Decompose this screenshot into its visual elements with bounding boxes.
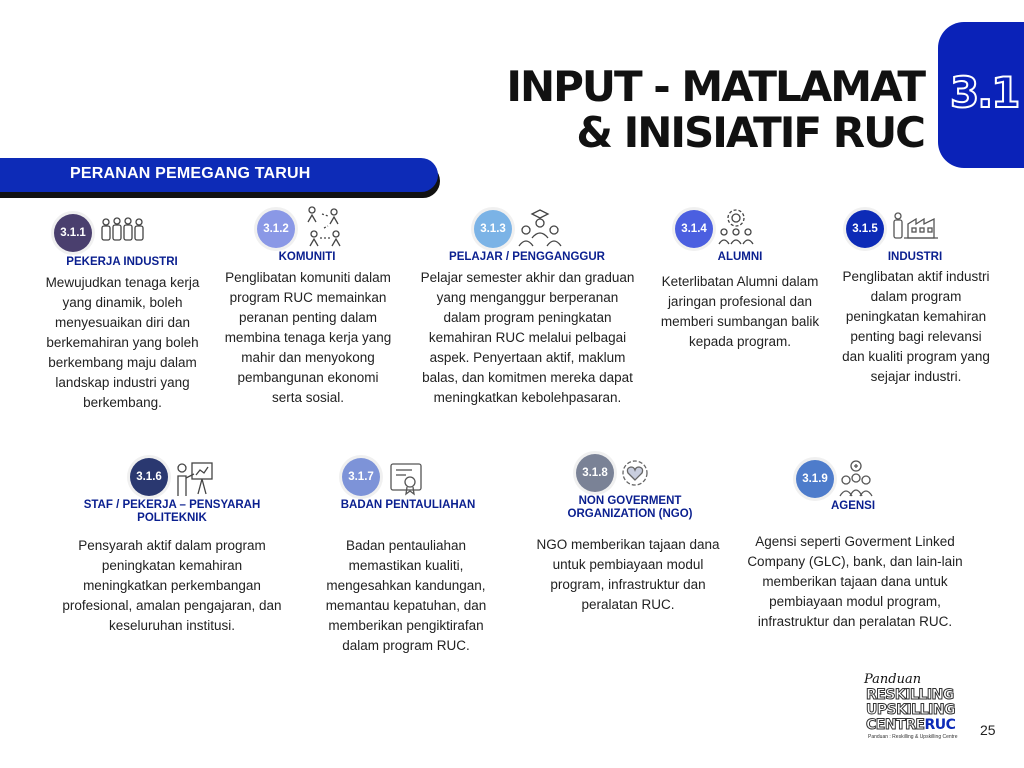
footer-logo-line2: UPSKILLING [866,702,956,718]
desc-staf-pensyarah: Pensyarah aktif dalam program peningkatan kemahiran meningkatkan perkembangan profesional, amalan pengajaran, dan keseluruhan institusi. [62,538,282,633]
page-number: 25 [980,722,996,738]
desc-pekerja-industri: Mewujudkan tenaga kerja yang dinamik, boleh menyesuaikan diri dan berkemahiran yang boleh berkembang maju dalam landskap industri yang berkembang. [45,275,200,410]
label-pelajar-penganggur: PELAJAR / PENGGANGGUR [449,251,605,263]
badge-3-1-5: 3.1.5 [846,210,884,248]
footer-logo-ruc: RUC [924,717,956,733]
badge-3-1-3: 3.1.3 [474,210,512,248]
certificate-icon [388,460,424,496]
banner-title: PERANAN PEMEGANG TARUH [70,165,311,182]
label-ngo: NON GOVERMENT ORGANIZATION (NGO) [567,495,693,520]
label-industri: INDUSTRI [887,251,943,263]
workers-group-icon [98,214,146,250]
badge-3-1-9: 3.1.9 [796,460,834,498]
page-title-line1: INPUT - MATLAMAT [506,62,924,111]
footer-logo-line3 [866,718,955,732]
desc-ngo: NGO memberikan tajaan dana untuk pembiayaan modul program, infrastruktur dan peralatan RUC. [536,537,720,612]
desc-industri: Penglibatan aktif industri dalam program peningkatan kemahiran penting bagi relevansi dan kualiti program yang sejajar industri. [842,269,990,384]
graduates-icon [518,208,562,248]
desc-komuniti: Penglibatan komuniti dalam program RUC memainkan peranan penting dalam membina tenaga kerja yang mahir dan menyokong pembangunan ekonomi serta sosial. [224,270,392,405]
desc-badan-pentauliahan: Badan pentauliahan memastikan kualiti, mengesahkan kandungan, memantau kepatuhan, dan memberikan pengiktirafan dalam program RUC. [325,538,487,653]
badge-3-1-4: 3.1.4 [675,210,713,248]
label-agensi: AGENSI [830,500,876,512]
lecturer-board-icon [174,460,214,498]
page-title [506,64,924,156]
label-pekerja-industri: PEKERJA INDUSTRI [66,256,178,268]
footer-logo-caption: Panduan : Reskilling & Upskilling Centre [868,734,958,740]
desc-pelajar-penganggur: Pelajar semester akhir dan graduan yang menganggur berperanan dalam program peningkatan kemahiran RUC melalui pelbagai aspek. Penyertaan aktif, maklum balas, dan komitmen mereka dapat meningkatkan kebolehpasaran. [420,270,635,405]
badge-3-1-7: 3.1.7 [342,458,380,496]
page-title-line2: & INISIATIF RUC [576,108,924,157]
footer-logo-line1: RESKILLING [866,687,954,703]
label-komuniti: KOMUNITI [278,251,336,263]
alumni-gear-icon [716,206,756,246]
badge-3-1-1: 3.1.1 [54,214,92,252]
footer-logo-centre: CENTRE [866,717,925,733]
ngo-heart-gear-icon [618,456,652,490]
factory-icon [890,210,940,246]
desc-alumni: Keterlibatan Alumni dalam jaringan profesional dan memberi sumbangan balik kepada program. [660,274,820,349]
section-number: 3.1 [950,68,1019,117]
label-badan-pentauliahan: BADAN PENTAULIAHAN [340,499,476,511]
agency-people-icon [838,458,874,498]
community-network-icon [302,204,346,248]
label-alumni: ALUMNI [717,251,763,263]
badge-3-1-8: 3.1.8 [576,454,614,492]
badge-3-1-6: 3.1.6 [130,458,168,496]
label-staf-pensyarah: STAF / PEKERJA – PENSYARAH POLITEKNIK [83,499,261,524]
desc-agensi: Agensi seperti Goverment Linked Company (GLC), bank, dan lain-lain memberikan tajaan dana untuk pembiayaan modul program, infrastruktur dan peralatan RUC. [747,534,963,629]
badge-3-1-2: 3.1.2 [257,210,295,248]
footer-logo-script: Panduan [864,672,922,687]
